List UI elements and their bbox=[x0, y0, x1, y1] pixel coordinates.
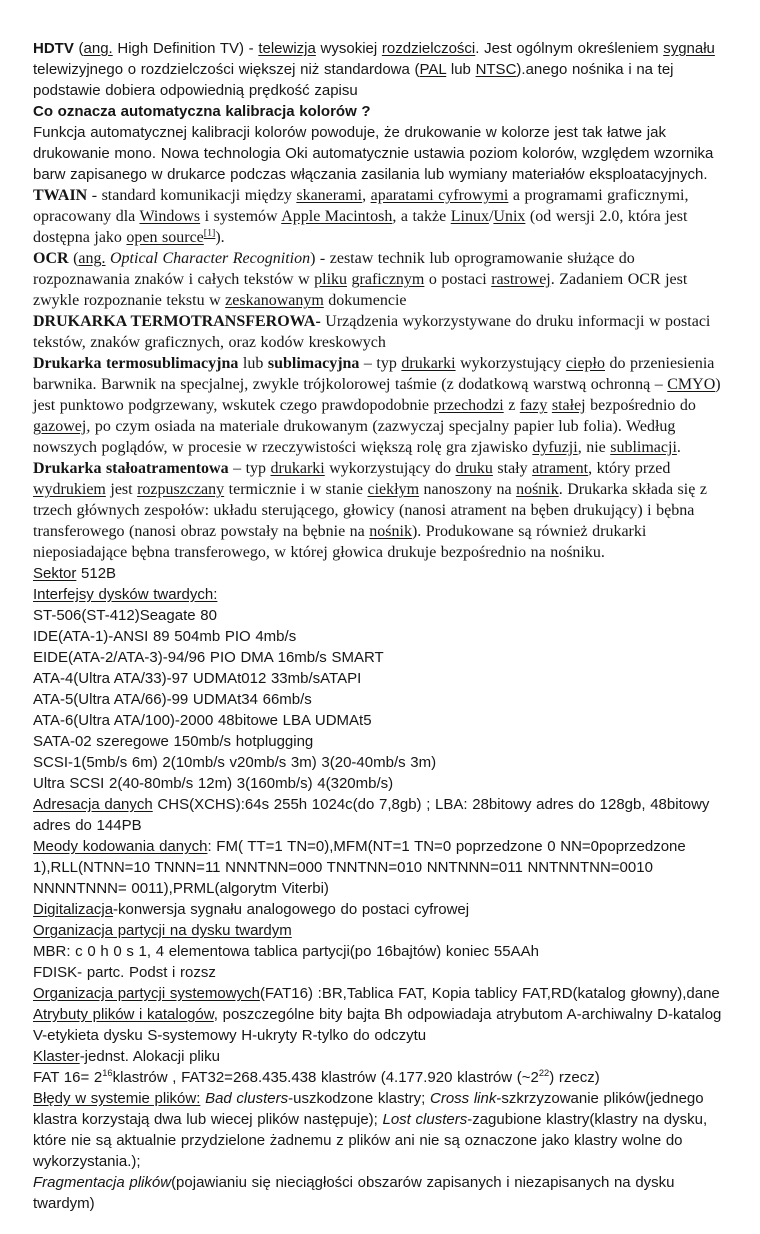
paragraph bbox=[33, 836, 730, 899]
text-segment: TWAIN bbox=[33, 187, 88, 204]
text-segment: drukarki bbox=[270, 460, 325, 477]
text-segment: Linux bbox=[450, 208, 489, 225]
text-segment: gazowej bbox=[33, 418, 87, 435]
text-segment: 512B bbox=[76, 565, 117, 582]
text-segment: Optical Character Recognition bbox=[110, 250, 311, 267]
text-segment: a programami graficznymi, opracowany dla bbox=[33, 187, 689, 225]
text-segment: ( bbox=[73, 40, 84, 57]
text-segment: . Jest ogólnym określeniem bbox=[475, 40, 664, 57]
text-segment: FDISK- partc. Podst i rozsz bbox=[33, 964, 216, 981]
paragraph bbox=[33, 710, 730, 731]
document-content bbox=[33, 38, 730, 1214]
text-segment: CMYO bbox=[667, 376, 716, 393]
text-segment: telewizja bbox=[258, 40, 316, 57]
paragraph bbox=[33, 941, 730, 962]
text-segment: (FAT16) :BR,Tablica FAT, Kopia tablicy FAT,RD(katalog głowny),dane bbox=[259, 985, 720, 1002]
text-segment: ATA-6(Ultra ATA/100)-2000 48bitowe LBA UDMAt5 bbox=[33, 712, 372, 729]
paragraph bbox=[33, 794, 730, 836]
paragraph bbox=[33, 962, 730, 983]
paragraph bbox=[33, 1088, 730, 1172]
text-segment: MBR: c 0 h 0 s 1, 4 elementowa tablica partycji(po 16bajtów) koniec 55AAh bbox=[33, 943, 539, 960]
text-segment: ATA-5(Ultra ATA/66)-99 UDMAt34 66mb/s bbox=[33, 691, 312, 708]
text-segment: Lost clusters bbox=[382, 1111, 468, 1128]
text-segment: ) - zestaw technik lub oprogramowanie służące do rozpoznawania znaków i całych tekstów w bbox=[33, 250, 635, 288]
text-segment: Organizacja partycji systemowych bbox=[33, 985, 260, 1002]
paragraph bbox=[33, 752, 730, 773]
text-segment: lub bbox=[238, 355, 268, 372]
paragraph bbox=[33, 899, 730, 920]
text-segment: z bbox=[503, 397, 520, 414]
text-segment: Urządzenia wykorzystywane do druku informacji w postaci tekstów, znaków graficznych, oraz kodów kreskowych bbox=[33, 313, 711, 351]
text-segment: i systemów bbox=[200, 208, 282, 225]
text-segment: High Definition TV) - bbox=[112, 40, 259, 57]
text-segment: , bbox=[362, 187, 371, 204]
text-segment: – typ bbox=[359, 355, 402, 372]
text-segment: lub bbox=[446, 61, 476, 78]
text-segment: jest bbox=[105, 481, 138, 498]
paragraph bbox=[33, 248, 730, 311]
paragraph bbox=[33, 458, 730, 563]
text-segment: wysokiej bbox=[315, 40, 382, 57]
text-segment: telewizyjnego o rozdzielczości większej niż standardowa ( bbox=[33, 61, 420, 78]
text-segment: -konwersja sygnału analogowego do postaci cyfrowej bbox=[113, 901, 470, 918]
text-segment: ) rzecz) bbox=[549, 1069, 600, 1086]
paragraph bbox=[33, 668, 730, 689]
text-segment: . bbox=[676, 439, 681, 456]
text-segment: graficznym bbox=[351, 271, 425, 288]
paragraph bbox=[33, 920, 730, 941]
text-segment: -uszkodzone klastry; bbox=[288, 1090, 430, 1107]
text-segment: rozdzielczości bbox=[381, 40, 476, 57]
text-segment: fazy bbox=[519, 397, 548, 414]
text-segment: Co oznacza automatyczna kalibracja kolorów ? bbox=[33, 103, 371, 120]
text-segment: Funkcja automatycznej kalibracji kolorów powoduje, że drukowanie w kolorze jest tak łatwe jak drukowanie mono. Nowa technologia Oki automatycznie ustawia poziom kolorów, względem wzornika barw zapisanego w drukarce podczas włączania zasilania lub wymiany materiałów eksploatacyjnych. bbox=[33, 124, 714, 183]
text-segment: nośnik bbox=[516, 481, 559, 498]
text-segment: ang. bbox=[78, 250, 106, 267]
text-segment: CHS(XCHS):64s 255h 1024c(do 7,8gb) ; LBA: 28bitowy adres do 128gb, 48bitowy adres do 144PB bbox=[33, 796, 710, 834]
text-segment: open source bbox=[126, 229, 204, 246]
text-segment: - standard komunikacji między bbox=[87, 187, 297, 204]
text-segment: ). bbox=[215, 229, 225, 246]
text-segment: bezpośrednio do bbox=[585, 397, 696, 414]
paragraph bbox=[33, 122, 730, 185]
text-segment: ).anego nośnika i na tej podstawie dobiera odpowiednią prędkość zapisu bbox=[33, 61, 674, 99]
paragraph bbox=[33, 626, 730, 647]
text-segment: / bbox=[488, 208, 494, 225]
text-segment: . Drukarka składa się z trzech głównych zespołów: układu sterującego, głowicy (nanosi atrament na bęben drukujący) i bębna transferowego (nanosi obraz powstały na bębnie na bbox=[33, 481, 707, 540]
text-segment: OCR bbox=[33, 250, 69, 267]
text-segment: Atrybuty plików i katalogów bbox=[33, 1006, 214, 1023]
text-segment: ATA-4(Ultra ATA/33)-97 UDMAt012 33mb/sATAPI bbox=[33, 670, 362, 687]
paragraph bbox=[33, 1046, 730, 1067]
text-segment: rozpuszczany bbox=[137, 481, 225, 498]
text-segment: 16 bbox=[102, 1068, 113, 1078]
paragraph bbox=[33, 584, 730, 605]
text-segment: ). Produkowane są również drukarki nieposiadające bębna transferowego, w której głowica drukuje bezpośrednio na nośniku. bbox=[33, 523, 647, 561]
text-segment: sublimacji bbox=[610, 439, 677, 456]
text-segment: termicznie i w stanie bbox=[224, 481, 368, 498]
text-segment: klastrów , FAT32=268.435.438 klastrów (4.177.920 klastrów (~2 bbox=[112, 1069, 539, 1086]
text-segment: -zagubione klastry(klastry na dysku, które nie są aktualnie przydzielone żadnemu z plików ani nie są oznaczone jako klastry wolne do wykorzystania.); bbox=[33, 1111, 708, 1170]
text-segment: Klaster bbox=[33, 1048, 80, 1065]
text-segment: -jednst. Alokacji pliku bbox=[79, 1048, 220, 1065]
text-segment: Adresacja danych bbox=[33, 796, 153, 813]
text-segment: przechodzi bbox=[433, 397, 504, 414]
paragraph bbox=[33, 605, 730, 626]
text-segment: -szkrzyzowanie plików(jednego klastra korzystają dwa lub wiecej plików następuje); bbox=[33, 1090, 704, 1128]
text-segment: ( bbox=[68, 250, 79, 267]
text-segment: nośnik bbox=[369, 523, 412, 540]
text-segment: Apple Macintosh bbox=[281, 208, 393, 225]
text-segment: Meody kodowania danych bbox=[33, 838, 208, 855]
paragraph bbox=[33, 38, 730, 101]
paragraph bbox=[33, 773, 730, 794]
text-segment: SATA-02 szeregowe 150mb/s hotplugging bbox=[33, 733, 314, 750]
text-segment: ciekłym bbox=[367, 481, 420, 498]
text-segment: (pojawianiu się nieciągłości obszarów zapisanych i niezapisanych na dysku twardym) bbox=[33, 1174, 675, 1212]
paragraph bbox=[33, 647, 730, 668]
text-segment: Drukarka termosublimacyjna bbox=[33, 355, 239, 372]
text-segment: aparatami cyfrowymi bbox=[370, 187, 509, 204]
text-segment: druku bbox=[455, 460, 493, 477]
text-segment: (od wersji 2.0, która jest dostępna jako bbox=[33, 208, 688, 246]
paragraph bbox=[33, 353, 730, 458]
text-segment: DRUKARKA TERMOTRANSFEROWA- bbox=[33, 313, 321, 330]
text-segment: dokumencie bbox=[323, 292, 407, 309]
text-segment: : FM( TT=1 TN=0),MFM(NT=1 TN=0 poprzedzone 0 NN=0poprzedzone 1),RLL(NTNN=10 TNNN=11 NNNTNN=000 TNNTNN=010 NNTNNN=011 NNTNNTNN=0010 NNNNTNNN= 0011),PRML(algorytm Viterbi) bbox=[33, 838, 686, 897]
text-segment: Drukarka stałoatramentowa bbox=[33, 460, 229, 477]
paragraph bbox=[33, 563, 730, 584]
paragraph bbox=[33, 1172, 730, 1214]
text-segment: EIDE(ATA-2/ATA-3)-94/96 PIO DMA 16mb/s SMART bbox=[33, 649, 384, 666]
text-segment: zeskanowanym bbox=[225, 292, 324, 309]
text-segment: , po czym osiada na materiale drukowanym (zazwyczaj specjalny papier lub folia). Według nowszych poglądów, w procesie w rzeczywistości większą rolę gra zjawisko bbox=[33, 418, 676, 456]
text-segment: stały bbox=[492, 460, 533, 477]
text-segment: nanoszony na bbox=[419, 481, 517, 498]
text-segment: Fragmentacja plików bbox=[33, 1174, 172, 1191]
paragraph bbox=[33, 689, 730, 710]
text-segment: pliku bbox=[314, 271, 348, 288]
paragraph bbox=[33, 983, 730, 1004]
text-segment: FAT 16= 2 bbox=[33, 1069, 103, 1086]
text-segment: [1] bbox=[203, 227, 216, 239]
paragraph bbox=[33, 185, 730, 248]
text-segment: Windows bbox=[139, 208, 201, 225]
text-segment: Digitalizacja bbox=[33, 901, 114, 918]
paragraph bbox=[33, 1067, 730, 1088]
text-segment: wykorzystujący bbox=[455, 355, 566, 372]
text-segment: sublimacyjna bbox=[267, 355, 360, 372]
text-segment: , poszczególne bity bajta Bh odpowiadaja atrybutom A-archiwalny D-katalog V-etykieta dysku S-systemowy H-ukryty R-tylko do odczytu bbox=[33, 1006, 722, 1044]
text-segment: do przeniesienia barwnika. Barwnik na specjalnej, zwykle trójkolorowej taśmie (z dodatkową warstwą ochronną – bbox=[33, 355, 715, 393]
text-segment: atrament bbox=[532, 460, 589, 477]
text-segment: . Zadaniem OCR jest zwykle rozpoznanie tekstu w bbox=[33, 271, 688, 309]
text-segment: , który przed bbox=[588, 460, 671, 477]
text-segment: SCSI-1(5mb/s 6m) 2(10mb/s v20mb/s 3m) 3(20-40mb/s 3m) bbox=[33, 754, 437, 771]
text-segment: Bad clusters bbox=[205, 1090, 289, 1107]
text-segment: Sektor bbox=[33, 565, 77, 582]
text-segment: sygnału bbox=[663, 40, 715, 57]
text-segment: Ultra SCSI 2(40-80mb/s 12m) 3(160mb/s) 4(320mb/s) bbox=[33, 775, 394, 792]
text-segment: rastrowej bbox=[491, 271, 551, 288]
paragraph bbox=[33, 311, 730, 353]
text-segment: ciepło bbox=[565, 355, 605, 372]
text-segment: 22 bbox=[538, 1068, 550, 1078]
text-segment: wykorzystujący do bbox=[324, 460, 456, 477]
text-segment: o postaci bbox=[424, 271, 492, 288]
text-segment: Unix bbox=[493, 208, 526, 225]
text-segment: ang. bbox=[83, 40, 113, 57]
text-segment: Interfejsy dysków twardych: bbox=[33, 586, 218, 603]
text-segment: dyfuzji bbox=[532, 439, 578, 456]
text-segment: Cross link bbox=[430, 1090, 497, 1107]
paragraph bbox=[33, 731, 730, 752]
text-segment: , nie bbox=[577, 439, 611, 456]
text-segment: Błędy w systemie plików: bbox=[33, 1090, 201, 1107]
text-segment: NTSC bbox=[475, 61, 517, 78]
text-segment: ST-506(ST-412)Seagate 80 bbox=[33, 607, 217, 624]
text-segment: Organizacja partycji na dysku twardym bbox=[33, 922, 292, 939]
text-segment: – typ bbox=[228, 460, 271, 477]
text-segment: skanerami bbox=[296, 187, 363, 204]
paragraph bbox=[33, 1004, 730, 1046]
text-segment: drukarki bbox=[401, 355, 456, 372]
text-segment: stałej bbox=[551, 397, 586, 414]
text-segment: , a także bbox=[392, 208, 451, 225]
text-segment: PAL bbox=[419, 61, 447, 78]
text-segment: ) jest punktowo podgrzewany, wskutek czego prawdopodobnie bbox=[33, 376, 721, 414]
text-segment: IDE(ATA-1)-ANSI 89 504mb PIO 4mb/s bbox=[33, 628, 297, 645]
paragraph bbox=[33, 101, 730, 122]
text-segment: HDTV bbox=[33, 40, 74, 57]
text-segment: wydrukiem bbox=[33, 481, 106, 498]
